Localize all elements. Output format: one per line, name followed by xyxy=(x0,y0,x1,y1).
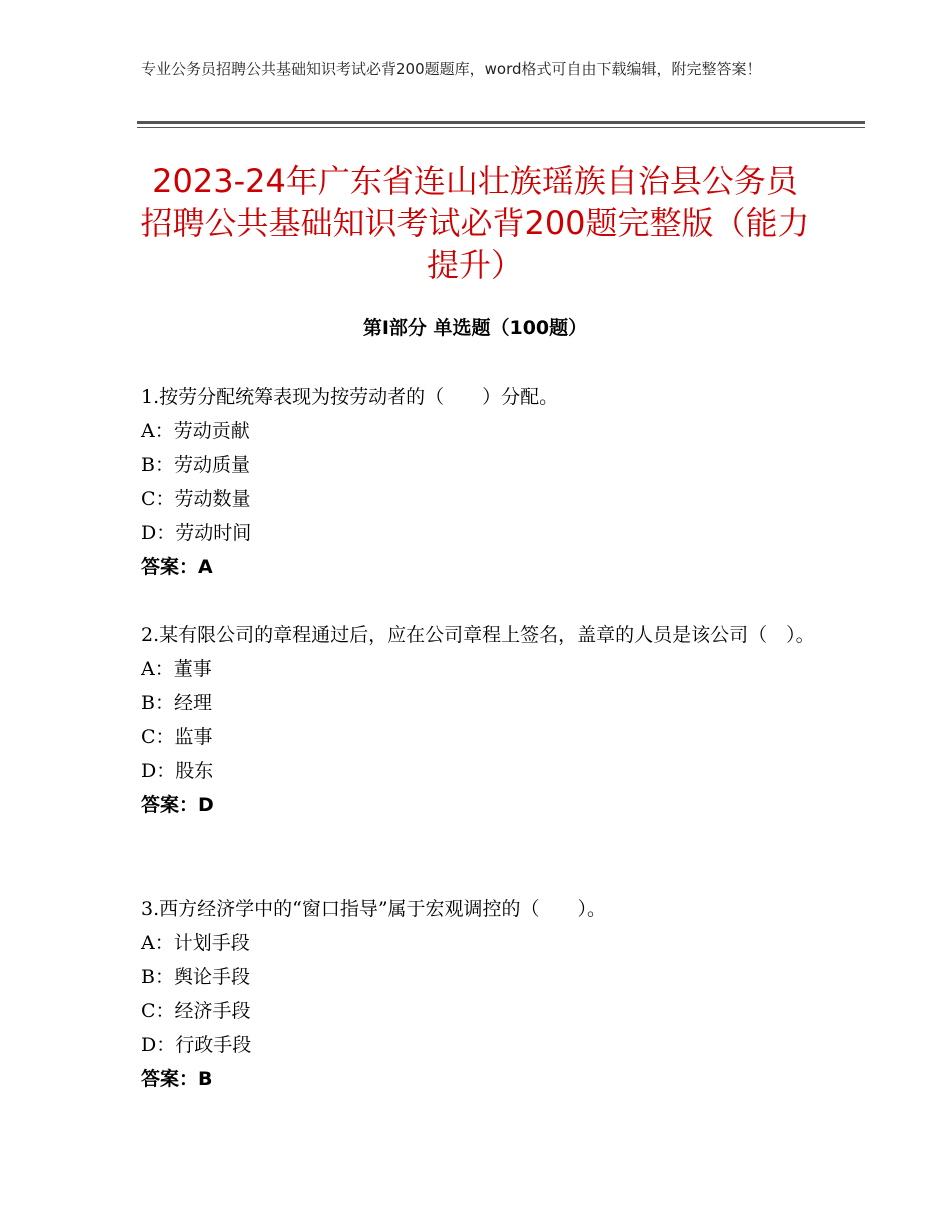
answer-line: 答案：B xyxy=(141,1068,213,1090)
option-b: B：劳动质量 xyxy=(141,454,250,476)
option-d: D：行政手段 xyxy=(141,1034,252,1056)
answer-line: 答案：A xyxy=(141,556,213,578)
question-text: 1.按劳分配统筹表现为按劳动者的（ ）分配。 xyxy=(141,386,559,408)
option-a: A：劳动贡献 xyxy=(141,420,250,442)
section-title: 第I部分 单选题（100题） xyxy=(362,317,588,339)
header-rule-thin xyxy=(137,127,865,128)
option-c: C：劳动数量 xyxy=(141,488,251,510)
option-d: D：劳动时间 xyxy=(141,522,252,544)
option-c: C：经济手段 xyxy=(141,1000,251,1022)
option-a: A：计划手段 xyxy=(141,932,250,954)
option-c: C：监事 xyxy=(141,726,213,748)
answer-line: 答案：D xyxy=(141,794,214,816)
option-b: B：经理 xyxy=(141,692,212,714)
header-rule-thick xyxy=(137,121,865,124)
header-note: 专业公务员招聘公共基础知识考试必背200题题库，word格式可自由下载编辑，附完整答案！ xyxy=(141,60,762,78)
option-d: D：股东 xyxy=(141,760,214,782)
question-text: 2.某有限公司的章程通过后，应在公司章程上签名，盖章的人员是该公司（ ）。 xyxy=(141,624,815,646)
question-item xyxy=(141,618,821,822)
option-a: A：董事 xyxy=(141,658,212,680)
document-title: 2023-24年广东省连山壮族瑶族自治县公务员招聘公共基础知识考试必背200题完整版（能力提升） xyxy=(140,162,810,284)
option-b: B：舆论手段 xyxy=(141,966,250,988)
question-item xyxy=(141,892,821,1096)
question-text: 3.西方经济学中的“窗口指导”属于宏观调控的（ ）。 xyxy=(141,898,607,920)
question-item xyxy=(141,380,821,584)
